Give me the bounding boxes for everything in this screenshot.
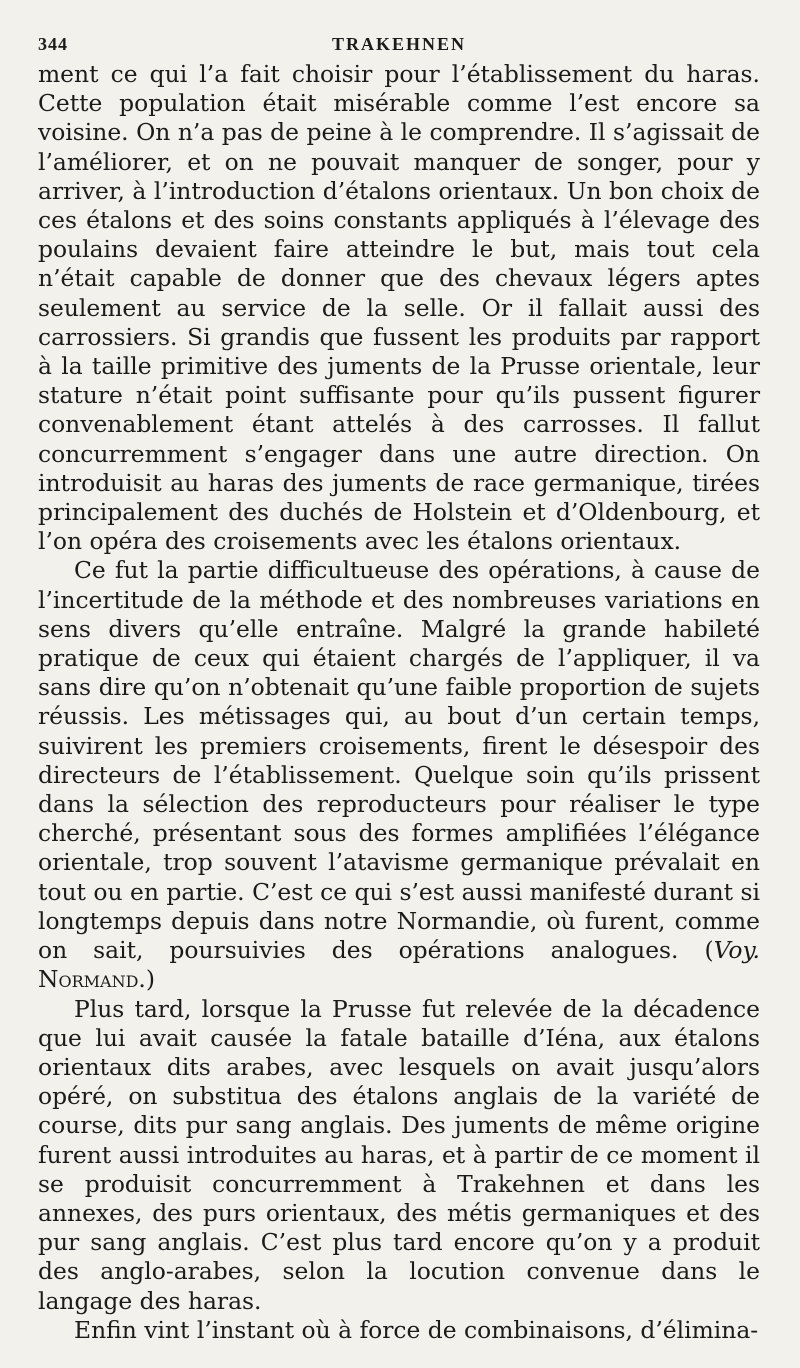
running-title: TRAKEHNEN — [331, 34, 466, 54]
paragraph-4: Enfin vint l’instant où à force de combinaisons, d’élimina- — [74, 1315, 759, 1344]
paragraph-2-closing: .) — [138, 965, 155, 994]
body-text — [38, 60, 760, 1345]
cross-reference-normand: Normand — [38, 965, 139, 994]
page-header — [38, 30, 760, 60]
paragraph-2-text: Ce fut la partie difficultueuse des opérations, à cause de l’incertitude de la méthode et des nombreuses variations en sens divers qu’elle entraîne. Malgré la grande habileté pratique de ceux qui étaient chargés de l’appliquer, il va sans dire qu’on n’obtenait qu’une faible proportion de sujets réussis. Les métissages qui, au bout d’un certain temps, suivirent les premiers croisements, firent le désespoir des directeurs de l’établissement. Quelque soin qu’ils prissent dans la sélection des reproducteurs pour réaliser le type cherché, présentant sous des formes amplifiées l’élégance orientale, trop souvent l’atavisme germanique prévalait en tout ou en partie. C’est ce qui s’est aussi manifesté durant si longtemps depuis dans notre Normandie, où furent, comme on sait, poursuivies des opérations analogues. ( — [38, 556, 760, 965]
cross-reference-voy: Voy. — [713, 936, 760, 965]
paragraph-2 — [38, 556, 760, 994]
paragraph-1: ment ce qui l’a fait choisir pour l’établissement du haras. Cette population était misérable comme l’est encore sa voisine. On n’a pas de peine à le comprendre. Il s’agissait de l’améliorer, et on ne pouvait manquer de songer, pour y arriver, à l’introduction d’étalons orientaux. Un bon choix de ces étalons et des soins constants appliqués à l’élevage des poulains devaient faire atteindre le but, mais tout cela n’était capable de donner que des chevaux légers aptes seulement au service de la selle. Or il fallait aussi des carrossiers. Si grandis que fussent les produits par rapport à la taille primitive des juments de la Prusse orientale, leur stature n’était point suffisante pour qu’ils pussent figurer convenablement étant attelés à des carrosses. Il fallut concurremment s’engager dans une autre direction. On introduisit au haras des juments de race germanique, tirées principalement des duchés de Holstein et d’Oldenbourg, et l’on opéra des croisements avec les étalons orientaux. — [38, 60, 760, 556]
page-number: 344 — [38, 34, 68, 54]
paragraph-3: Plus tard, lorsque la Prusse fut relevée de la décadence que lui avait causée la fatale bataille d’Iéna, aux étalons orientaux dits arabes, avec lesquels on avait jusqu’alors opéré, on substitua des étalons anglais de la variété de course, dits pur sang anglais. Des juments de même origine furent aussi introduites au haras, et à partir de ce moment il se produisit concurremment à Trakehnen et dans les annexes, des purs orientaux, des métis germaniques et des pur sang anglais. C’est plus tard encore qu’on y a produit des anglo-arabes, selon la locution convenue dans le langage des haras. — [38, 994, 760, 1315]
